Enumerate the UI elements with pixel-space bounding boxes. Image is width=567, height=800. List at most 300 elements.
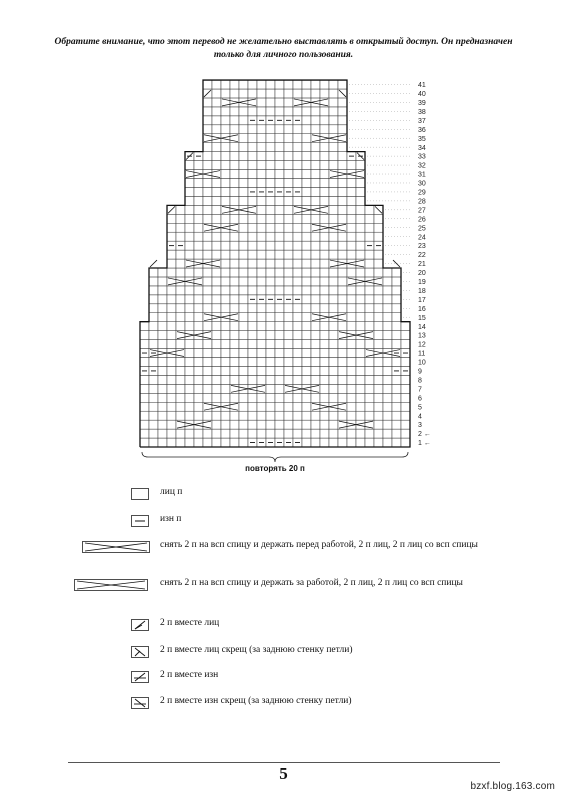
chart-cell [185,349,194,358]
chart-cell [275,107,284,116]
chart-cell [248,143,257,152]
chart-cell [329,277,338,286]
chart-cell [230,161,239,170]
chart-cell [230,250,239,259]
chart-cell [311,349,320,358]
chart-cell [311,152,320,161]
chart-cell [203,232,212,241]
chart-cell [212,411,221,420]
chart-cell [356,286,365,295]
chart-cell [338,152,347,161]
chart-cell [329,295,338,304]
chart-cell [176,250,185,259]
chart-cell [338,98,347,107]
chart-cell [185,322,194,331]
chart-cell [392,438,401,447]
chart-cell [401,358,410,367]
chart-cell [311,331,320,340]
chart-cell [374,375,383,384]
chart-cell [338,125,347,134]
chart-cell [266,384,275,393]
chart-cell [185,375,194,384]
chart-cell [284,322,293,331]
chart-cell [167,331,176,340]
chart-cell [356,232,365,241]
chart-cell [329,429,338,438]
chart-cell [248,134,257,143]
chart-cell [176,286,185,295]
chart-cell [239,295,248,304]
chart-cell [347,241,356,250]
chart-cell [374,384,383,393]
chart-cell [284,268,293,277]
chart-cell [293,411,302,420]
chart-cell [221,152,230,161]
chart-cell [248,277,257,286]
chart-cell [221,286,230,295]
chart-cell [248,313,257,322]
chart-cell [221,277,230,286]
chart-cell [239,411,248,420]
chart-cell [365,259,374,268]
chart-cell [302,295,311,304]
chart-cell [257,223,266,232]
chart-cell [239,152,248,161]
chart-cell [338,187,347,196]
chart-cell [356,179,365,188]
chart-cell [185,402,194,411]
chart-cell [338,411,347,420]
chart-cell [311,340,320,349]
chart-cell [284,134,293,143]
chart-cell [311,250,320,259]
chart-cell [383,393,392,402]
chart-cell [392,384,401,393]
row-number: 5 [418,404,422,412]
chart-cell [347,205,356,214]
chart-cell [194,286,203,295]
chart-cell [230,125,239,134]
chart-cell [329,331,338,340]
chart-cell [221,331,230,340]
chart-cell [158,286,167,295]
chart-cell [293,340,302,349]
chart-cell [257,152,266,161]
chart-cell [338,429,347,438]
chart-cell [140,375,149,384]
chart-cell [383,429,392,438]
chart-cell [338,179,347,188]
chart-cell [257,286,266,295]
p2tog-tbl-icon [131,696,149,714]
chart-cell [221,349,230,358]
chart-cell [176,358,185,367]
chart-cell [365,223,374,232]
chart-cell [401,402,410,411]
chart-cell [392,340,401,349]
chart-cell [374,331,383,340]
chart-cell [266,429,275,438]
chart-cell [275,304,284,313]
chart-cell [275,161,284,170]
chart-cell [356,268,365,277]
chart-cell [302,250,311,259]
chart-cell [194,384,203,393]
chart-cell [203,80,212,89]
chart-cell [365,358,374,367]
chart-cell [266,304,275,313]
chart-cell [284,232,293,241]
chart-cell [338,340,347,349]
legend-text: снять 2 п на всп спицу и держать перед работой, 2 п лиц, 2 п лиц со всп спицы [160,540,478,550]
chart-cell [284,89,293,98]
chart-cell [275,80,284,89]
chart-cell [257,366,266,375]
chart-cell [284,393,293,402]
chart-cell [284,107,293,116]
chart-cell [158,384,167,393]
chart-cell [203,250,212,259]
chart-cell [230,304,239,313]
chart-cell [149,313,158,322]
chart-cell [392,313,401,322]
chart-cell [158,313,167,322]
chart-cell [329,107,338,116]
chart-cell [140,322,149,331]
chart-cell [365,366,374,375]
chart-cell [167,295,176,304]
chart-cell [365,295,374,304]
chart-cell [203,205,212,214]
chart-cell [275,205,284,214]
chart-cell [212,304,221,313]
chart-cell [158,402,167,411]
chart-cell [221,232,230,241]
chart-cell [392,322,401,331]
chart-cell [203,98,212,107]
chart-cell [239,429,248,438]
chart-cell [239,161,248,170]
chart-cell [356,358,365,367]
chart-cell [329,152,338,161]
chart-cell [311,366,320,375]
chart-cell [302,322,311,331]
chart-cell [221,393,230,402]
chart-cell [266,250,275,259]
chart-cell [266,375,275,384]
chart-cell [275,214,284,223]
chart-cell [284,349,293,358]
chart-cell [293,143,302,152]
chart-cell [365,438,374,447]
chart-cell [266,143,275,152]
chart-cell [302,438,311,447]
chart-cell [356,402,365,411]
chart-cell [320,438,329,447]
decrease-mark [150,260,157,267]
chart-cell [185,340,194,349]
chart-cell [158,295,167,304]
chart-cell [221,420,230,429]
chart-cell [149,331,158,340]
chart-cell [158,375,167,384]
chart-cell [194,349,203,358]
chart-cell [284,152,293,161]
chart-cell [230,375,239,384]
chart-cell [248,223,257,232]
chart-cell [347,161,356,170]
chart-cell [284,429,293,438]
chart-cell [248,161,257,170]
chart-cell [194,241,203,250]
chart-cell [149,384,158,393]
chart-cell [158,438,167,447]
chart-cell [275,420,284,429]
chart-cell [329,393,338,402]
chart-cell [383,331,392,340]
chart-cell [203,358,212,367]
chart-cell [158,268,167,277]
chart-cell [374,366,383,375]
chart-cell [239,322,248,331]
chart-cell [320,232,329,241]
cable-back-icon [74,578,148,596]
chart-cell [338,214,347,223]
chart-cell [374,438,383,447]
chart-cell [338,349,347,358]
chart-cell [275,223,284,232]
chart-cell [302,268,311,277]
chart-cell [302,259,311,268]
chart-cell [266,152,275,161]
row-number: 36 [418,126,426,134]
purl-icon [131,514,149,532]
chart-cell [158,322,167,331]
legend-item [0,538,567,568]
chart-cell [140,411,149,420]
chart-cell [221,214,230,223]
row-number: 41 [418,82,426,90]
chart-cell [194,250,203,259]
chart-cell [338,393,347,402]
chart-cell [194,196,203,205]
chart-cell [374,429,383,438]
chart-cell [374,393,383,402]
chart-cell [266,331,275,340]
chart-cell [257,313,266,322]
chart-cell [185,250,194,259]
chart-cell [365,322,374,331]
chart-cell [257,125,266,134]
chart-cell [194,161,203,170]
chart-cell [239,420,248,429]
chart-cell [365,340,374,349]
chart-cell [329,411,338,420]
chart-cell [383,402,392,411]
chart-cell [248,402,257,411]
chart-cell [185,268,194,277]
chart-cell [203,438,212,447]
row-number: 13 [418,332,426,340]
chart-cell [167,286,176,295]
chart-cell [167,322,176,331]
chart-cell [149,322,158,331]
chart-cell [266,179,275,188]
row-number: 29 [418,189,426,197]
chart-cell [293,250,302,259]
chart-cell [239,170,248,179]
chart-cell [212,205,221,214]
chart-cell [266,161,275,170]
chart-cell [158,277,167,286]
chart-cell [356,393,365,402]
chart-cell [176,340,185,349]
chart-cell [302,286,311,295]
chart-cell [293,429,302,438]
chart-cell [185,366,194,375]
chart-cell [185,223,194,232]
chart-cell [257,322,266,331]
chart-cell [275,331,284,340]
chart-cell [248,304,257,313]
chart-cell [230,349,239,358]
chart-cell [329,205,338,214]
row-number: 27 [418,207,426,215]
chart-cell [374,295,383,304]
chart-cell [266,358,275,367]
chart-cell [248,393,257,402]
chart-cell [302,366,311,375]
chart-cell [140,384,149,393]
chart-cell [356,223,365,232]
chart-cell [302,313,311,322]
chart-cell [365,313,374,322]
chart-cell [185,384,194,393]
row-number: 32 [418,162,426,170]
chart-cell [293,420,302,429]
chart-cell [329,384,338,393]
chart-cell [230,366,239,375]
chart-cell [230,411,239,420]
chart-cell [329,80,338,89]
chart-cell [320,179,329,188]
chart-cell [239,358,248,367]
chart-cell [374,232,383,241]
chart-cell [293,196,302,205]
chart-cell [275,358,284,367]
chart-cell [266,393,275,402]
row-number: 12 [418,341,426,349]
chart-cell [338,358,347,367]
chart-cell [248,89,257,98]
chart-cell [248,250,257,259]
chart-cell [311,116,320,125]
row-number: 2 ← [418,431,431,439]
chart-cell [275,366,284,375]
chart-cell [257,107,266,116]
chart-cell [230,80,239,89]
chart-cell [194,179,203,188]
chart-cell [347,313,356,322]
notice-text: Обратите внимание, что этот перевод не желательно выставлять в открытый доступ. Он предназначен только для личного пользования. [54,37,513,60]
chart-cell [230,438,239,447]
chart-cell [266,366,275,375]
row-number: 34 [418,144,426,152]
chart-cell [230,152,239,161]
chart-cell [266,80,275,89]
chart-cell [149,340,158,349]
chart-cell [356,205,365,214]
chart-cell [194,438,203,447]
chart-cell [212,116,221,125]
legend-text: 2 п вместе лиц [160,618,220,628]
chart-cell [338,286,347,295]
chart-cell [329,125,338,134]
chart-cell [248,268,257,277]
chart-cell [194,268,203,277]
chart-cell [203,393,212,402]
chart-cell [320,250,329,259]
chart-cell [275,384,284,393]
chart-cell [212,196,221,205]
chart-cell [266,411,275,420]
chart-cell [383,295,392,304]
chart-cell [311,304,320,313]
chart-cell [320,331,329,340]
legend-item [0,485,567,515]
row-number: 39 [418,100,426,108]
chart-cell [374,268,383,277]
chart-cell [176,214,185,223]
chart-cell [401,420,410,429]
chart-cell [248,366,257,375]
chart-cell [149,268,158,277]
chart-cell [320,277,329,286]
chart-cell [203,322,212,331]
chart-cell [221,295,230,304]
legend-text: лиц п [160,487,183,497]
chart-cell [311,89,320,98]
chart-cell [266,241,275,250]
chart-cell [356,313,365,322]
chart-cell [338,116,347,125]
chart-cell [149,411,158,420]
chart-cell [239,116,248,125]
chart-cell [302,331,311,340]
row-number: 28 [418,198,426,206]
chart-cell [275,196,284,205]
chart-cell [320,170,329,179]
chart-cell [311,277,320,286]
chart-cell [185,205,194,214]
chart-cell [311,322,320,331]
chart-cell [302,232,311,241]
chart-cell [149,358,158,367]
chart-cell [212,358,221,367]
chart-cell [212,107,221,116]
chart-cell [158,393,167,402]
chart-cell [275,340,284,349]
chart-cell [392,402,401,411]
chart-cell [257,80,266,89]
chart-cell [293,214,302,223]
chart-cell [248,152,257,161]
chart-cell [149,375,158,384]
chart-cell [140,429,149,438]
chart-cell [356,295,365,304]
chart-cell [365,268,374,277]
chart-cell [230,420,239,429]
